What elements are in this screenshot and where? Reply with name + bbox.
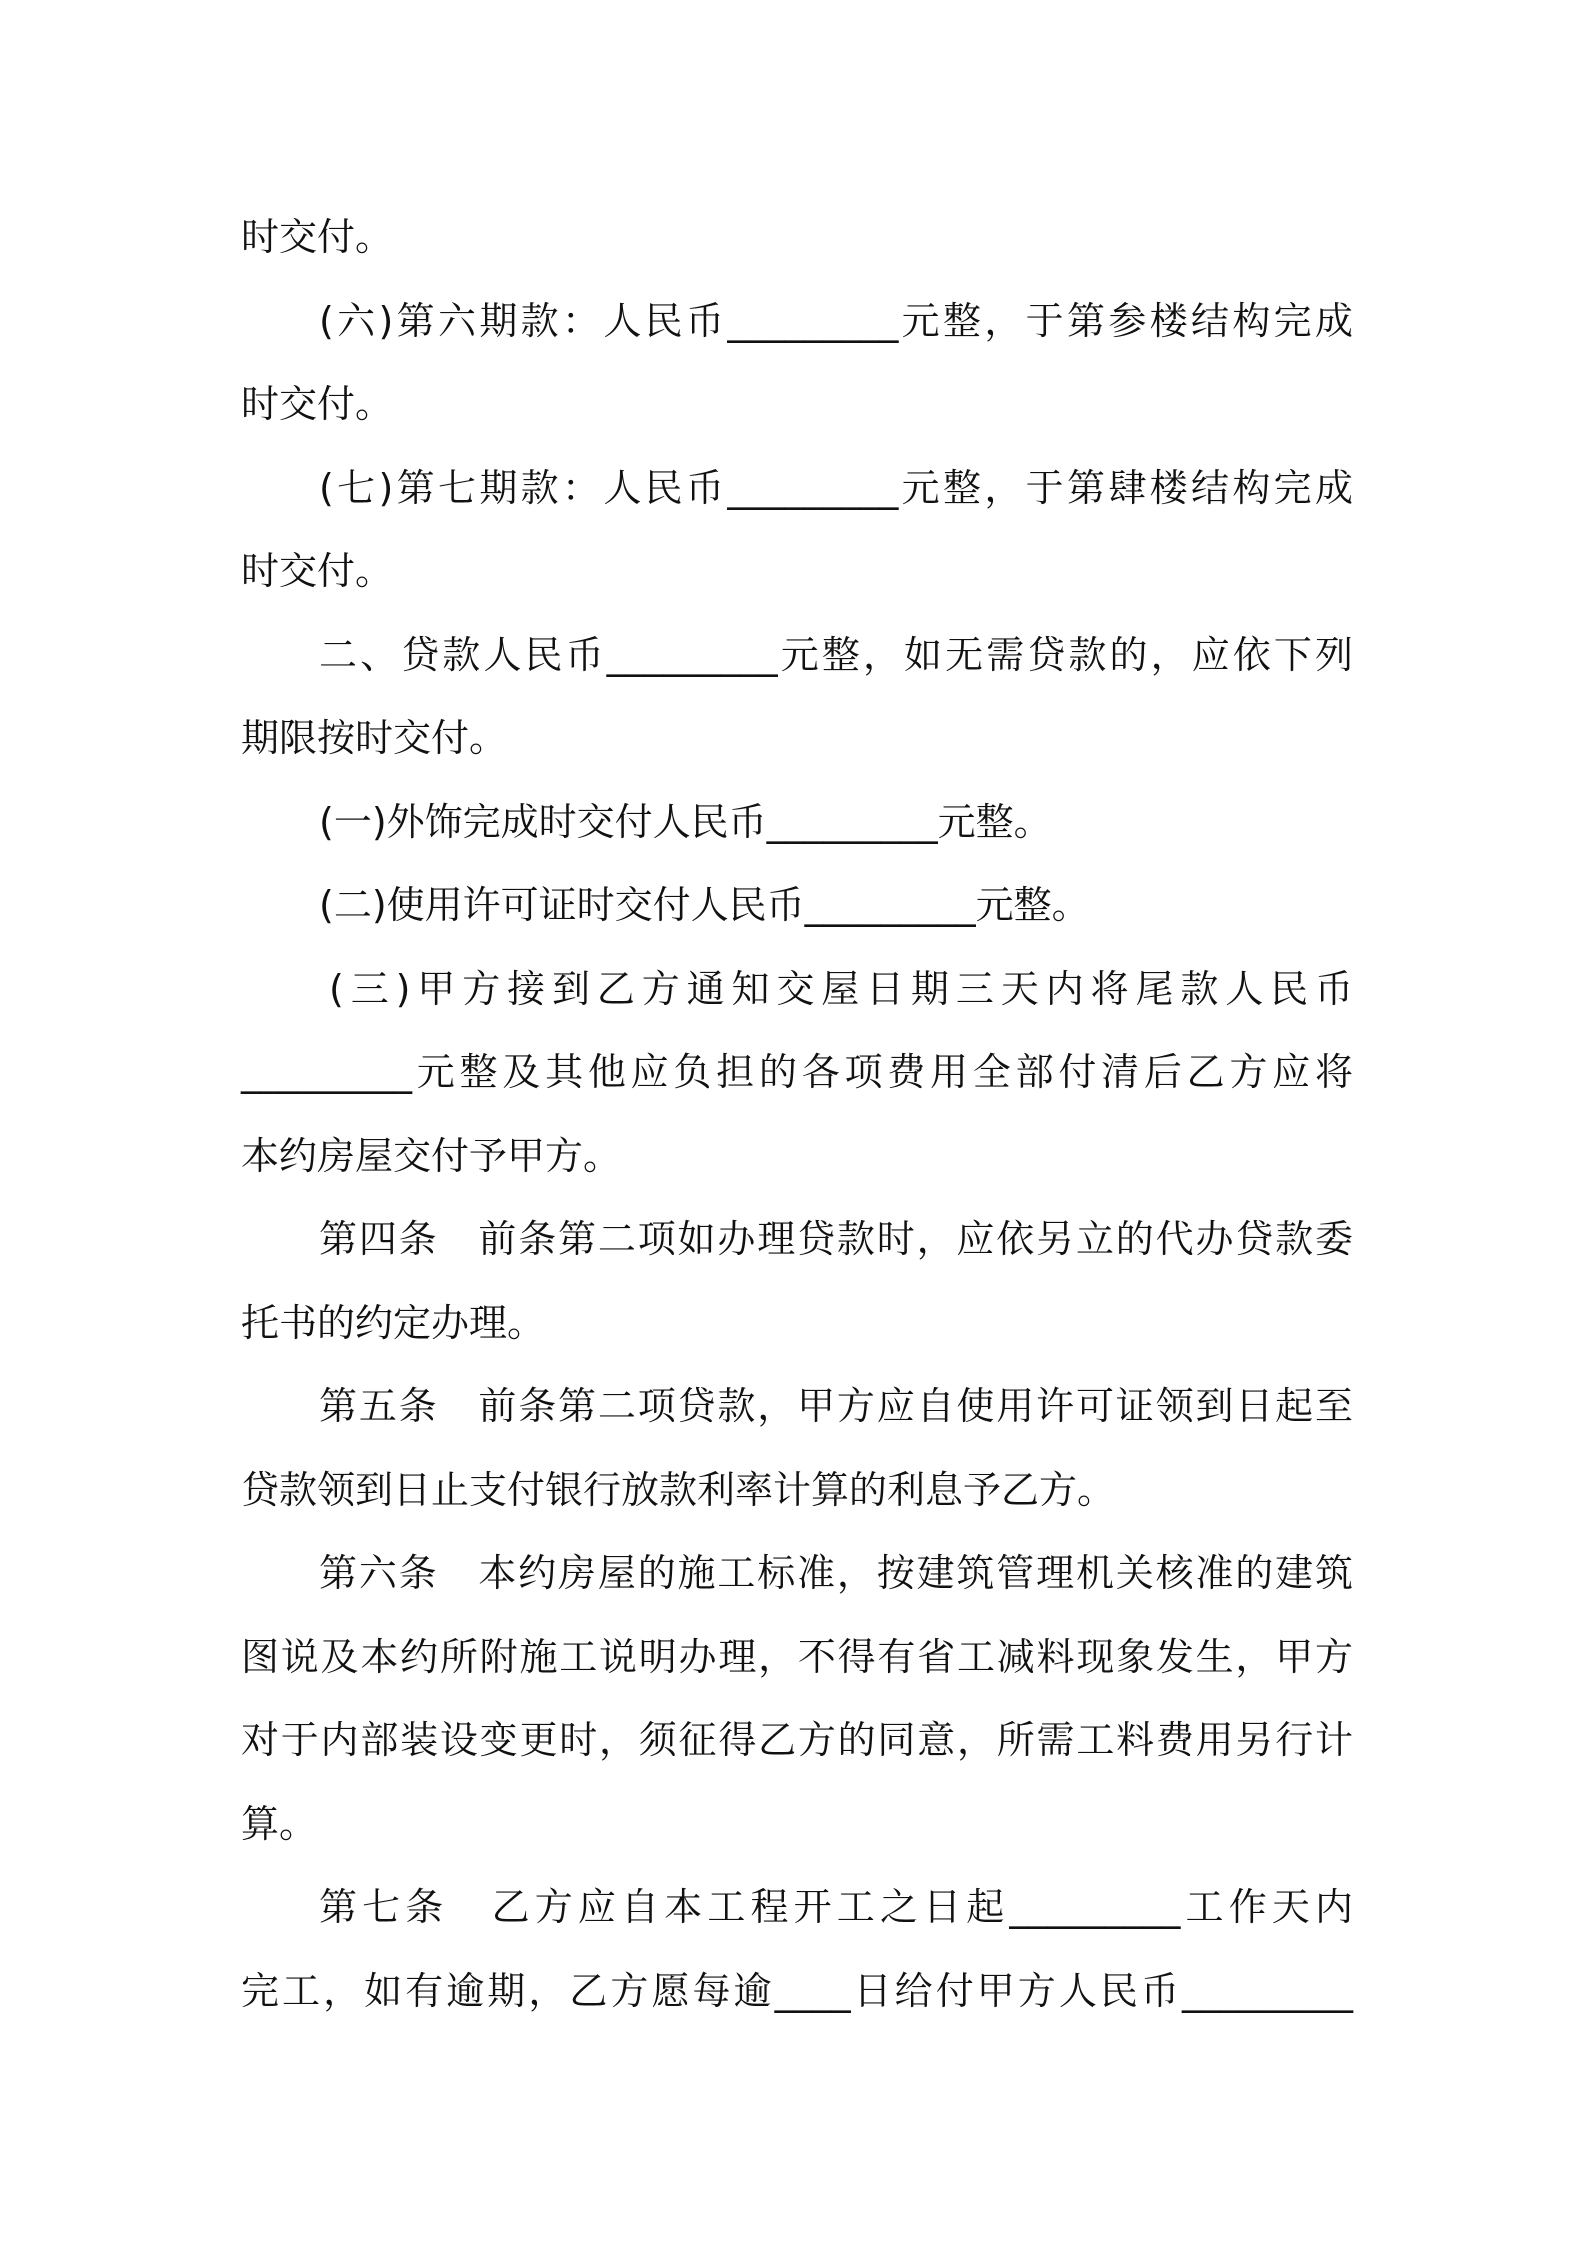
text-line: 时交付。 (241, 215, 394, 259)
text-line: (二)使用许可证时交付人民币_________元整。 (319, 883, 1090, 927)
text-line: 完工，如有逾期，乙方愿每逾____日给付甲方人民币_________ (241, 1968, 1353, 2013)
text-line: 贷款领到日止支付银行放款利率计算的利息予乙方。 (241, 1467, 1116, 1512)
text-line: 期限按时交付。 (241, 716, 508, 760)
text-line: 第六条 本约房屋的施工标准，按建筑管理机关核准的建筑 (319, 1551, 1353, 1595)
text-line: 算。 (241, 1801, 318, 1846)
text-line: 本约房屋交付予甲方。 (241, 1133, 622, 1178)
text-line: (一)外饰完成时交付人民币_________元整。 (319, 799, 1052, 844)
text-line: 第七条 乙方应自本工程开工之日起_________工作天内 (319, 1885, 1353, 1929)
text-line: 图说及本约所附施工说明办理，不得有省工减料现象发生，甲方 (241, 1634, 1353, 1679)
text-line: 托书的约定办理。 (241, 1300, 546, 1345)
text-line: 对于内部装设变更时，须征得乙方的同意，所需工料费用另行计 (241, 1718, 1353, 1762)
text-line: 第五条 前条第二项贷款，甲方应自使用许可证领到日起至 (319, 1384, 1353, 1428)
document-body (241, 196, 1353, 2033)
text-line: 第四条 前条第二项如办理贷款时，应依另立的代办贷款委 (319, 1217, 1353, 1261)
text-line: 二、贷款人民币_________元整，如无需贷款的，应依下列 (319, 632, 1353, 677)
text-line: (七)第七期款：人民币_________元整，于第肆楼结构完成 (319, 465, 1353, 510)
text-line: 时交付。 (241, 382, 394, 426)
text-line: (三)甲方接到乙方通知交屋日期三天内将尾款人民币 (329, 966, 1353, 1011)
text-line: 时交付。 (241, 549, 394, 593)
text-line: (六)第六期款：人民币_________元整，于第参楼结构完成 (319, 298, 1353, 343)
text-line: _________元整及其他应负担的各项费用全部付清后乙方应将 (241, 1050, 1353, 1094)
